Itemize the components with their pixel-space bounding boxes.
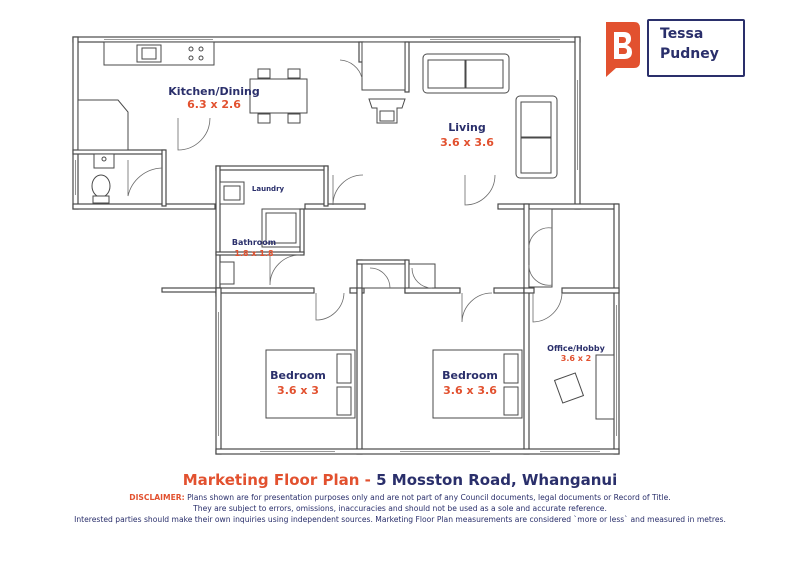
- disclaimer-text-1: Plans shown are for presentation purposes only and are not part of any Council documents, legal documents or Record of Title.: [187, 493, 671, 502]
- brand-name: [660, 24, 719, 64]
- brand-name-line1: Tessa: [660, 26, 704, 42]
- disclaimer-line-2: They are subject to errors, omissions, inaccuracies and should not be used as a sole and accurate reference.: [193, 504, 607, 513]
- office-desk: [555, 355, 614, 419]
- speech-bubble-b-icon: [606, 22, 640, 77]
- bedroom2-size: 3.6 x 3.6: [443, 384, 497, 397]
- plan-title-address: 5 Mosston Road, Whanganui: [376, 471, 618, 489]
- bedroom2-name: Bedroom: [442, 369, 498, 382]
- bathroom-name: Bathroom: [231, 238, 277, 247]
- disclaimer-line-3: Interested parties should make their own inquiries using independent sources. Marketing Floor Plan measurements are considered `more or less` and measured in metres.: [74, 515, 726, 524]
- plan-title: [0, 471, 800, 489]
- toilet-fixtures: [92, 154, 114, 203]
- bedroom1-size: 3.6 x 3: [277, 384, 319, 397]
- office-name: Office/Hobby: [547, 344, 605, 353]
- plan-title-label: Marketing Floor Plan -: [182, 471, 371, 489]
- living-size: 3.6 x 3.6: [440, 136, 494, 149]
- living-name: Living: [448, 121, 486, 134]
- living-furniture: [423, 54, 557, 178]
- laundry-name: Laundry: [251, 185, 285, 193]
- brand-name-line2: Pudney: [660, 46, 719, 62]
- kitchen-name: Kitchen/Dining: [168, 85, 260, 98]
- bathroom-size: 1.8 x 1.8: [234, 249, 274, 258]
- bedroom1-name: Bedroom: [270, 369, 326, 382]
- disclaimer-line-1: [0, 492, 800, 503]
- laundry-fixtures: [220, 182, 300, 284]
- disclaimer-label: DISCLAIMER:: [129, 493, 185, 502]
- kitchen-size: 6.3 x 2.6: [187, 98, 241, 111]
- office-size: 3.6 x 2: [560, 354, 592, 363]
